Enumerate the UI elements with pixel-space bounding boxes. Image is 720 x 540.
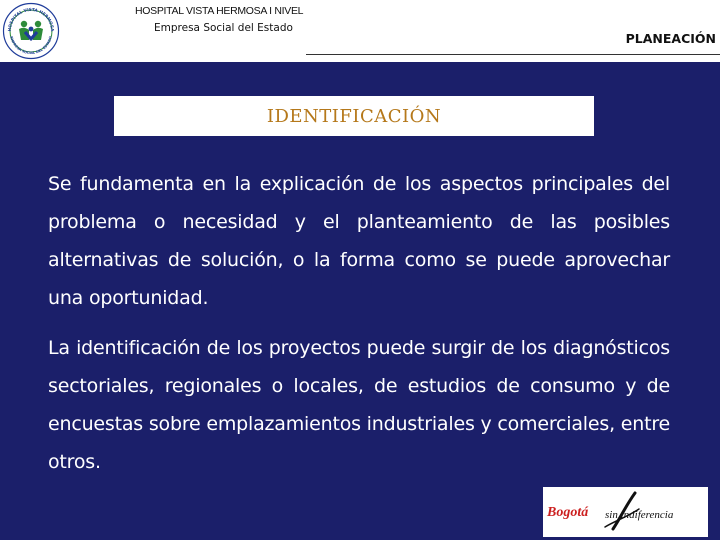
logo-bottom-text: EMPRESA SOCIAL DEL ESTADO: [9, 35, 53, 56]
bogota-logo: [543, 487, 708, 537]
paragraph-1: Se fundamenta en la explicación de los aspectos principales del problema o necesidad y el planteamiento de las posibles alternativas de solución, o la forma como se puede aprovechar una oportunidad.: [48, 173, 670, 309]
institution-subtitle: Empresa Social del Estado: [154, 22, 293, 34]
logo-word-sin-indiferencia: sin indiferencia: [605, 509, 674, 521]
logo-top-text: HOSPITAL VISTA HERMOSA: [6, 6, 56, 32]
header-divider: [306, 54, 720, 55]
paragraph-2: La identificación de los proyectos puede surgir de los diagnósticos sectoriales, regionales o locales, de estudios de consumo y de encuestas sobre emplazamientos industriales y comerciales, entre otros.: [48, 337, 671, 473]
header-band: [0, 0, 720, 62]
title-box: [114, 96, 594, 136]
section-label: PLANEACIÓN: [625, 31, 716, 46]
slide-title: IDENTIFICACIÓN: [266, 105, 442, 127]
logo-word-bogota: Bogotá: [547, 505, 589, 520]
hospital-logo: [2, 2, 60, 60]
institution-name: HOSPITAL VISTA HERMOSA I NIVEL: [135, 5, 304, 17]
